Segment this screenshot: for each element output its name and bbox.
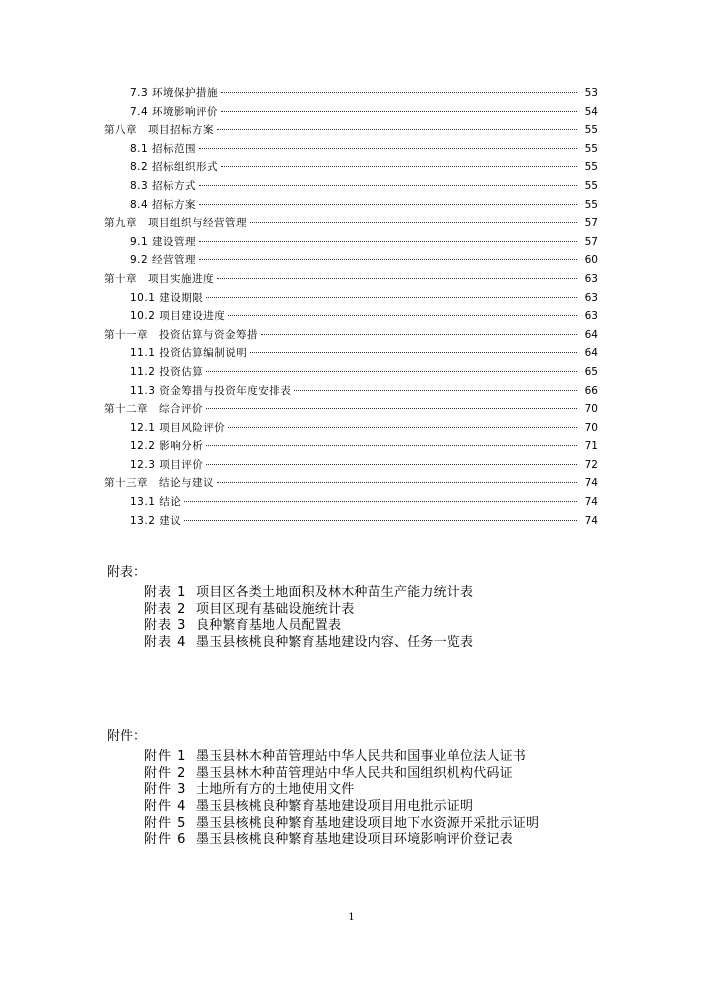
toc-section-entry (104, 158, 598, 177)
appendix-attachments-title: 附件： (107, 729, 147, 744)
toc-leader-dots (199, 148, 577, 149)
toc-leader-dots (250, 222, 577, 223)
toc-leader-dots (221, 92, 577, 93)
toc-entry-label: 9.2 经营管理 (130, 254, 197, 267)
toc-leader-dots (184, 501, 577, 502)
toc-entry-label: 第十二章 综合评价 (104, 403, 203, 416)
toc-entry-label: 第九章 项目组织与经营管理 (104, 217, 247, 230)
toc-entry-page: 65 (584, 365, 598, 378)
appendix-attachment-item-text: 土地所有方的土地使用文件 (196, 782, 355, 798)
appendix-tables-list (107, 585, 473, 652)
toc-section-entry (104, 196, 598, 215)
toc-leader-dots (199, 259, 577, 260)
toc-entry-page: 57 (584, 217, 598, 230)
toc-entry-label: 11.2 投资估算 (130, 365, 204, 378)
toc-entry-page: 55 (584, 142, 598, 155)
toc-section-entry (104, 289, 598, 308)
appendix-attachment-item-text: 墨玉县核桃良种繁育基地建设项目用电批示证明 (196, 799, 474, 815)
toc-entry-label: 8.4 招标方案 (130, 198, 197, 211)
toc-entry-page: 53 (584, 87, 598, 99)
appendix-attachment-item-label: 附件 5 (144, 815, 187, 831)
toc-leader-dots (217, 129, 577, 130)
toc-leader-dots (217, 278, 577, 279)
appendix-attachment-item (107, 832, 539, 849)
toc-entry-page: 54 (584, 105, 598, 118)
toc-entry-label: 第十一章 投资估算与资金筹措 (104, 328, 258, 341)
toc-leader-dots (206, 297, 577, 298)
toc-section-entry (104, 419, 598, 438)
toc-section-entry (104, 307, 598, 326)
appendix-attachment-item-text: 墨玉县林木种苗管理站中华人民共和国组织机构代码证 (196, 765, 513, 781)
toc-entry-label: 7.4 环境影响评价 (130, 105, 219, 118)
toc-entry-page: 63 (584, 272, 598, 285)
appendix-table-item-text: 项目区现有基础设施统计表 (196, 601, 355, 617)
toc-leader-dots (221, 166, 577, 167)
toc-entry-label: 7.3 环境保护措施 (130, 87, 219, 99)
appendix-attachment-item (107, 799, 539, 816)
toc-section-entry (104, 493, 598, 512)
toc-section-entry (104, 382, 598, 401)
toc-section-entry (104, 233, 598, 252)
toc-entry-label: 12.3 项目评价 (130, 458, 204, 471)
toc-entry-page: 74 (584, 514, 598, 527)
toc-entry-page: 66 (584, 384, 598, 397)
toc-entry-label: 12.2 影响分析 (130, 440, 204, 453)
toc-entry-label: 11.1 投资估算编制说明 (130, 347, 248, 360)
toc-section-entry (104, 363, 598, 382)
toc-entry-page: 64 (584, 347, 598, 360)
toc-entry-label: 12.1 项目风险评价 (130, 421, 226, 434)
appendix-attachment-item-label: 附件 6 (144, 832, 187, 848)
toc-section-entry (104, 140, 598, 159)
toc-entry-page: 71 (584, 440, 598, 453)
appendix-attachments-list (107, 749, 539, 849)
toc-leader-dots (217, 482, 577, 483)
toc-leader-dots (294, 390, 577, 391)
toc-entry-label: 13.2 建议 (130, 514, 182, 527)
toc-entry-page: 72 (584, 458, 598, 471)
toc-leader-dots (184, 520, 577, 521)
appendix-tables-section (107, 565, 473, 652)
toc-entry-page: 74 (584, 496, 598, 509)
toc-entry-label: 11.3 资金筹措与投资年度安排表 (130, 384, 292, 397)
appendix-attachment-item (107, 749, 539, 766)
toc-chapter-entry (104, 326, 598, 345)
toc-section-entry (104, 512, 598, 531)
toc-entry-label: 第十三章 结论与建议 (104, 477, 214, 490)
toc-entry-label: 10.2 项目建设进度 (130, 310, 226, 323)
toc-leader-dots (199, 241, 577, 242)
toc-section-entry (104, 177, 598, 196)
toc-leader-dots (228, 315, 577, 316)
toc-entry-label: 8.1 招标范围 (130, 142, 197, 155)
toc-leader-dots (250, 352, 577, 353)
toc-section-entry (104, 456, 598, 475)
appendix-table-item (107, 585, 473, 602)
toc-entry-page: 63 (584, 310, 598, 323)
appendix-table-item-text: 良种繁育基地人员配置表 (196, 618, 342, 634)
appendix-table-item-label: 附表 3 (144, 618, 187, 634)
toc-leader-dots (206, 464, 577, 465)
toc-chapter-entry (104, 214, 598, 233)
toc-entry-page: 70 (584, 403, 598, 416)
toc-entry-label: 10.1 建设期限 (130, 291, 204, 304)
toc-entry-page: 60 (584, 254, 598, 267)
appendix-table-item (107, 635, 473, 652)
appendix-attachment-item (107, 766, 539, 783)
toc-leader-dots (261, 334, 577, 335)
toc-leader-dots (221, 111, 577, 112)
appendix-table-item (107, 602, 473, 619)
toc-entry-page: 70 (584, 421, 598, 434)
appendix-attachment-item (107, 816, 539, 833)
appendix-table-item-label: 附表 1 (144, 585, 187, 600)
appendix-attachment-item-text: 墨玉县核桃良种繁育基地建设项目环境影响评价登记表 (196, 832, 513, 848)
table-of-contents (104, 84, 598, 530)
toc-entry-page: 63 (584, 291, 598, 304)
toc-chapter-entry (104, 121, 598, 140)
toc-entry-page: 55 (584, 179, 598, 192)
appendix-attachments-section (107, 729, 539, 849)
toc-entry-page: 57 (584, 235, 598, 248)
appendix-attachment-item-label: 附件 2 (144, 765, 187, 781)
toc-entry-label: 第八章 项目招标方案 (104, 124, 214, 137)
toc-section-entry (104, 437, 598, 456)
appendix-attachment-item-label: 附件 1 (144, 749, 187, 764)
toc-chapter-entry (104, 474, 598, 493)
toc-leader-dots (206, 445, 577, 446)
appendix-table-item-label: 附表 4 (144, 635, 187, 651)
appendix-attachment-item (107, 782, 539, 799)
toc-section-entry (104, 344, 598, 363)
toc-section-entry (104, 84, 598, 103)
appendix-table-item-text: 墨玉县核桃良种繁育基地建设内容、任务一览表 (196, 635, 474, 651)
toc-leader-dots (199, 185, 577, 186)
appendix-table-item-text: 项目区各类土地面积及林木种苗生产能力统计表 (196, 585, 474, 600)
toc-entry-page: 55 (584, 124, 598, 137)
toc-entry-label: 9.1 建设管理 (130, 235, 197, 248)
appendix-table-item-label: 附表 2 (144, 601, 187, 617)
appendix-attachment-item-text: 墨玉县核桃良种繁育基地建设项目地下水资源开采批示证明 (196, 815, 540, 831)
page-number: 1 (348, 912, 355, 923)
appendix-tables-title: 附表： (107, 565, 147, 580)
toc-entry-label: 8.3 招标方式 (130, 179, 197, 192)
toc-entry-page: 64 (584, 328, 598, 341)
appendix-attachment-item-text: 墨玉县林木种苗管理站中华人民共和国事业单位法人证书 (196, 749, 527, 764)
toc-entry-label: 13.1 结论 (130, 496, 182, 509)
toc-entry-page: 55 (584, 198, 598, 211)
toc-chapter-entry (104, 270, 598, 289)
appendix-table-item (107, 618, 473, 635)
toc-leader-dots (206, 371, 577, 372)
toc-section-entry (104, 103, 598, 122)
toc-entry-label: 第十章 项目实施进度 (104, 272, 214, 285)
appendix-attachment-item-label: 附件 4 (144, 799, 187, 815)
toc-entry-page: 74 (584, 477, 598, 490)
toc-leader-dots (206, 408, 577, 409)
toc-leader-dots (199, 204, 577, 205)
toc-entry-label: 8.2 招标组织形式 (130, 161, 219, 174)
toc-section-entry (104, 251, 598, 270)
toc-chapter-entry (104, 400, 598, 419)
appendix-attachment-item-label: 附件 3 (144, 782, 187, 798)
toc-leader-dots (228, 427, 577, 428)
toc-entry-page: 55 (584, 161, 598, 174)
